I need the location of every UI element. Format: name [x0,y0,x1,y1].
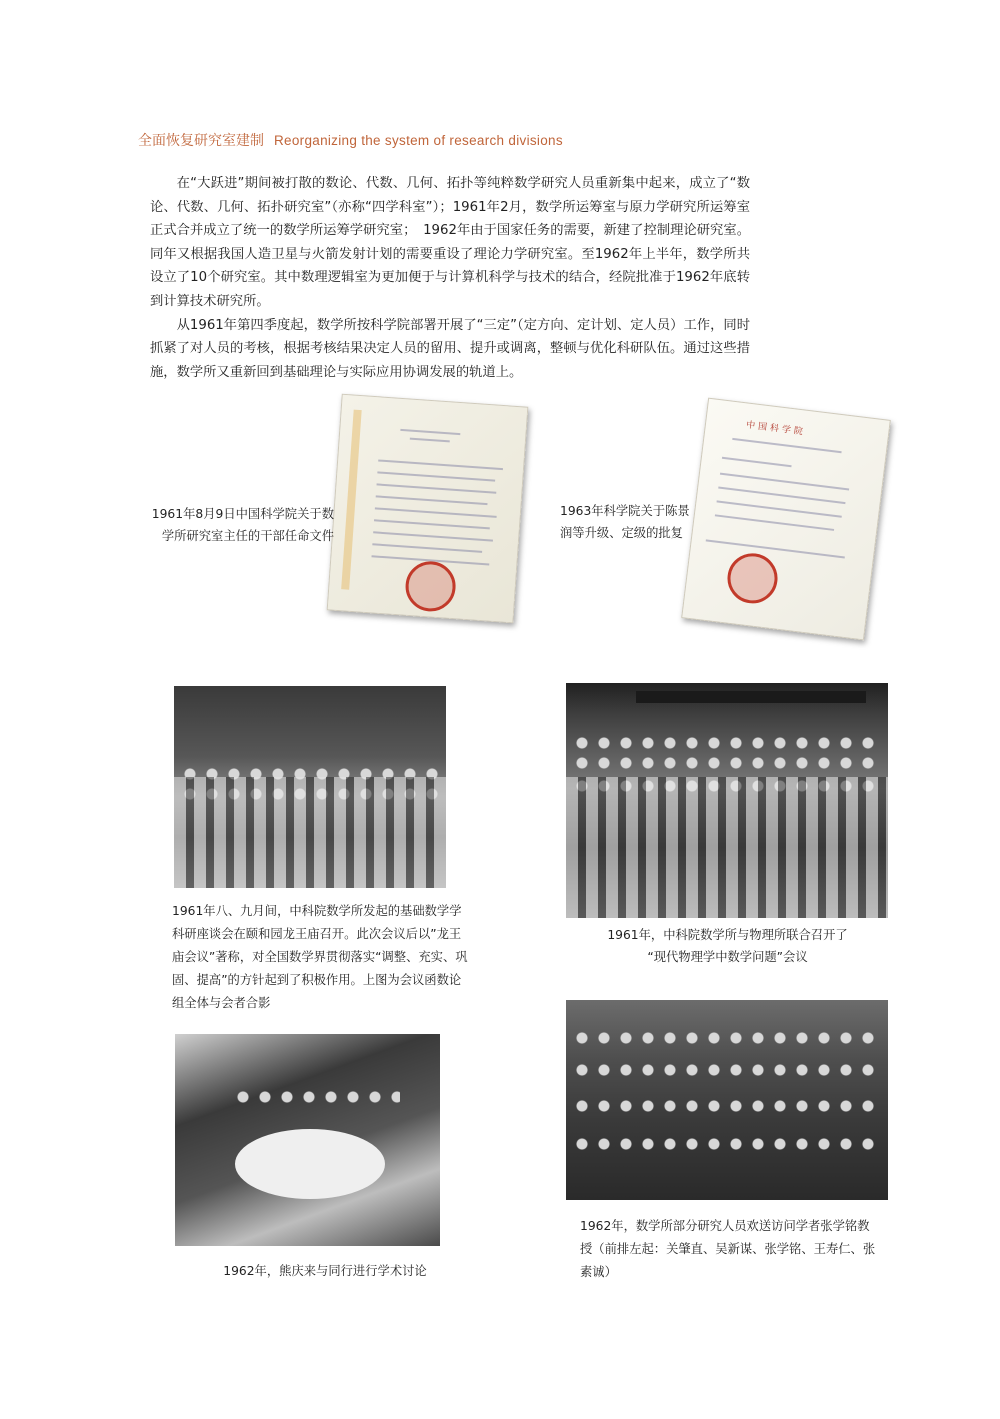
document-text-line [376,495,488,505]
group-bodies [566,777,888,918]
group-heads-row [574,735,880,751]
group-heads-row [574,1136,880,1152]
group-heads-row [574,1030,880,1046]
group-heads-row [574,1098,880,1114]
document-text-line [400,429,460,435]
caption-appointment-document: 1961年8月9日中国科学院关于数学所研究室主任的干部任命文件 [151,507,334,543]
document-text-line [718,487,845,505]
document-text-line [378,459,503,470]
promotion-approval-document-image [681,398,891,641]
document-text-line [372,543,482,553]
caption-promotion-document: 1963年科学院关于陈景润等升级、定级的批复 [560,504,690,540]
caption-farewell-zhang-xueming: 1962年，数学所部分研究人员欢送访问学者张学铭教授（前排左起：关肇直、吴新谋、张学铭、王寿仁、张素诚） [580,1219,876,1279]
caption-physics-math-conference [570,924,885,968]
group-heads-row [574,755,880,771]
farewell-zhang-xueming-group-photo [566,1000,888,1200]
document-text-line [717,500,842,517]
document-text-line [720,473,849,491]
group-bodies [174,777,446,888]
document-text-line [715,514,834,531]
caption-xiong-qinglai-discussion: 1962年，熊庆来与同行进行学术讨论 [223,1264,427,1278]
paragraph: 在“大跃进”期间被打散的数论、代数、几何、拓扑等纯粹数学研究人员重新集中起来，成立了“数论、代数、几何、拓扑研究室”（亦称“四学科室”）；1961年2月，数学所运筹室与原力学研究所运筹室正式合并成立了统一的数学所运筹学研究室； 1962年由于国家任务的需要，新建了控制理论研究室。同年又根据我国人造卫星与火箭发射计划的需要重设了理论力学研究室。至1962年上半年，数学所共设立了10个研究室。其中数理逻辑室为更加便于与计算机科学与技术的结合，经院批准于1962年底转到计算技术研究所。 [150,176,750,309]
section-heading [138,130,698,150]
section-title-en: Reorganizing the system of research divisions [274,133,563,148]
physics-math-conference-group-photo [566,683,888,918]
document-text-line [377,471,495,481]
caption-longwangmiao-conference: 1961年八、九月间，中科院数学所发起的基础数学学科研座谈会在颐和园龙王庙召开。此次会议后以”龙王庙会议”著称，对全国数学界贯彻落实“调整、充实、巩固、提高”的方针起到了积极作用。上图为会议函数论组全体与会者合影 [172,904,468,1010]
document-text-line [376,483,496,493]
group-heads-row [574,1062,880,1078]
section-title-zh: 全面恢复研究室建制 [138,133,264,149]
red-seal-stamp [404,560,457,613]
appointment-document-image [327,394,529,624]
caption-line: 1961年，中科院数学所与物理所联合召开了 [607,928,848,942]
document-text-line [706,539,845,558]
document-text-line [410,438,450,443]
document-text-line [373,531,493,541]
round-table [235,1129,385,1199]
document-text-line [374,519,490,529]
body-text [150,172,750,384]
group-heads-row [235,1089,400,1105]
longwangmiao-conference-group-photo [174,686,446,888]
conference-banner [636,691,866,703]
document-text-line [732,438,841,453]
document-text-line [375,507,497,518]
xiong-qinglai-discussion-photo [175,1034,440,1246]
red-seal-stamp [725,551,781,607]
paragraph: 从1961年第四季度起，数学所按科学院部署开展了“三定”（定方向、定计划、定人员）工作，同时抓紧了对人员的考核，根据考核结果决定人员的留用、提升或调离，整顿与优化科研队伍。通过这些措施，数学所又重新回到基础理论与实际应用协调发展的轨道上。 [150,317,750,380]
document-text-line [722,457,792,468]
document-letterhead: 中国科学院 [745,420,807,438]
caption-line: “现代物理学中数学问题”会议 [647,950,808,964]
document-binding [341,410,362,590]
